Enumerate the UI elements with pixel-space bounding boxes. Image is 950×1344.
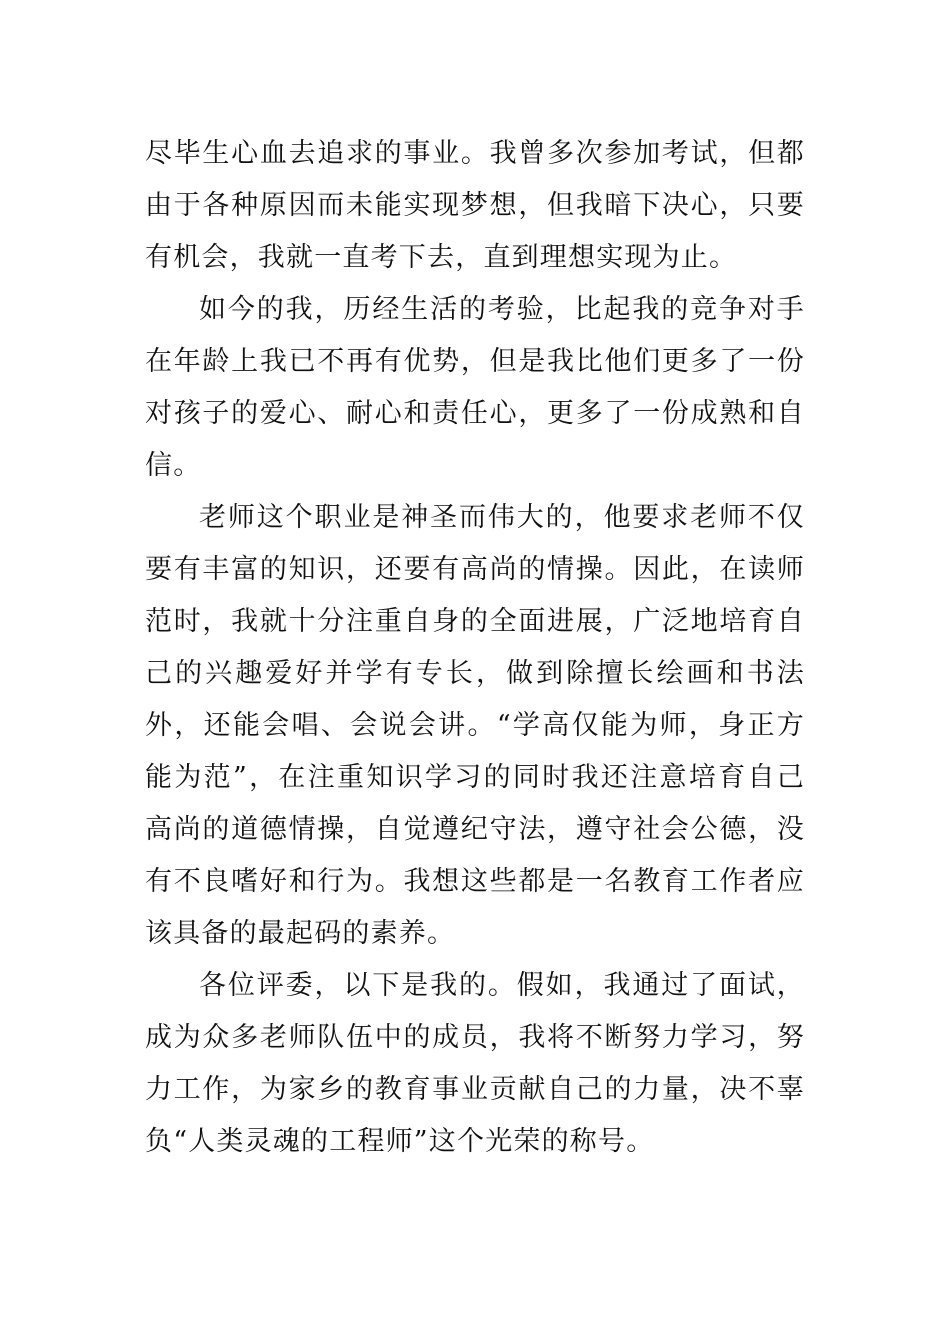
paragraph-1: 尽毕生心血去追求的事业。我曾多次参加考试，但都由于各种原因而未能实现梦想，但我暗下决心，只要有机会，我就一直考下去，直到理想实现为止。 [145,138,805,273]
paragraph-2: 如今的我，历经生活的考验，比起我的竞争对手在年龄上我已不再有优势，但是我比他们更多了一份对孩子的爱心、耐心和责任心，更多了一份成熟和自信。 [145,294,805,481]
paragraph-3: 老师这个职业是神圣而伟大的，他要求老师不仅要有丰富的知识，还要有高尚的情操。因此，在读师范时，我就十分注重自身的全面进展，广泛地培育自己的兴趣爱好并学有专长，做到除擅长绘画和书法外，还能会唱、会说会讲。“学高仅能为师，身正方能为范”，在注重知识学习的同时我还注意培育自己高尚的道德情操，自觉遵纪守法，遵守社会公德，没有不良嗜好和行为。我想这些都是一名教育工作者应该具备的最起码的素养。 [145,502,805,949]
paragraph-4: 各位评委，以下是我的。假如，我通过了面试，成为众多老师队伍中的成员，我将不断努力学习，努力工作，为家乡的教育事业贡献自己的力量，决不辜负“人类灵魂的工程师”这个光荣的称号。 [145,970,805,1157]
document-body [145,128,805,1168]
